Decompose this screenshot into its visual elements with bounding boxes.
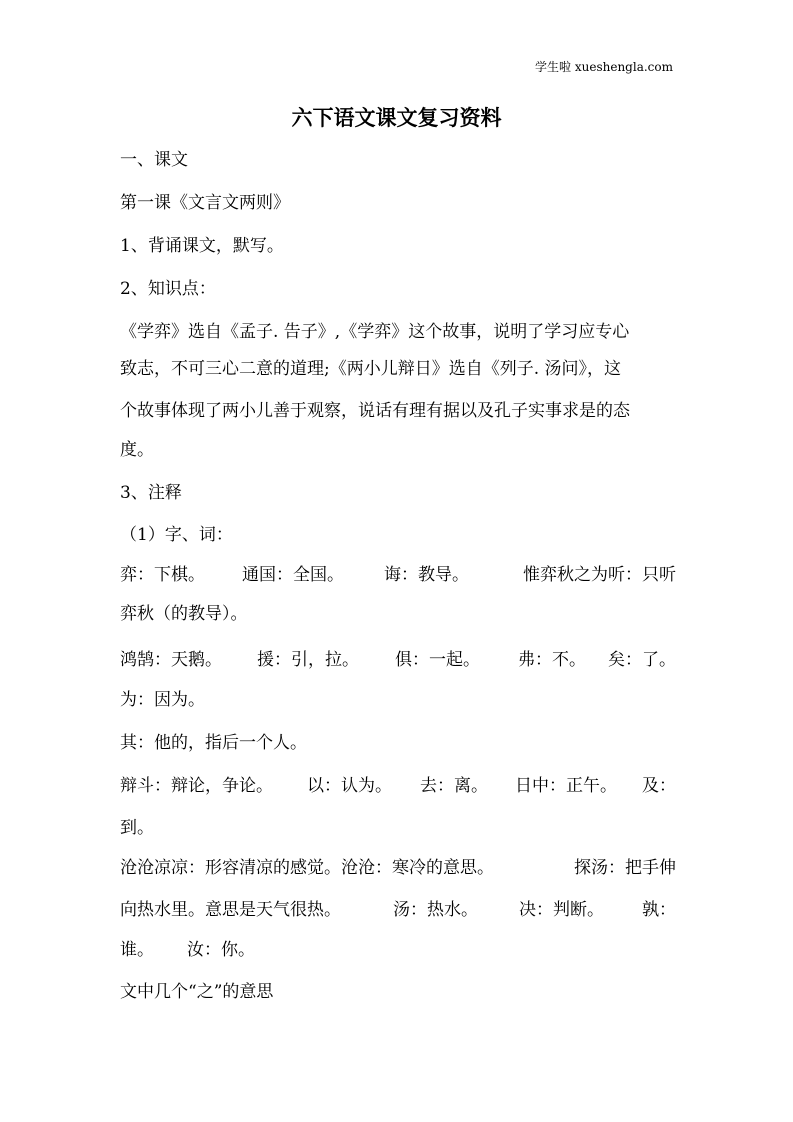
gloss-item: 去：离。 — [420, 776, 488, 796]
gloss-row-7 — [120, 937, 676, 963]
gloss-row-4 — [120, 773, 676, 799]
lesson-heading: 第一课《文言文两则》 — [120, 193, 290, 213]
gloss-row-3: 其：他的，指后一个人。 — [120, 733, 307, 753]
gloss-row-1 — [120, 562, 676, 588]
gloss-item: 汤：热水。 — [393, 900, 478, 920]
gloss-item: 弗：不。 — [518, 650, 586, 670]
section-heading: 一、课文 — [120, 150, 188, 170]
gloss-item: 探汤：把手伸 — [574, 858, 676, 878]
zhi-heading: 文中几个“之”的意思 — [120, 982, 274, 1002]
page-title: 六下语文课文复习资料 — [291, 106, 502, 130]
gloss-item: 惟弈秋之为听：只听 — [523, 565, 676, 585]
knowledge-line-4: 度。 — [120, 440, 154, 460]
gloss-item: 及： — [642, 776, 676, 796]
gloss-item: 辩斗：辩论，争论。 — [120, 776, 273, 796]
item-recite: 1、背诵课文，默写。 — [120, 236, 284, 256]
gloss-row-2-cont: 为：因为。 — [120, 690, 205, 710]
gloss-item: 诲：教导。 — [384, 565, 469, 585]
sub-heading-words: （1）字、词： — [120, 525, 233, 545]
gloss-item: 俱：一起。 — [395, 650, 480, 670]
gloss-item: 矣：了。 — [608, 650, 676, 670]
gloss-item: 日中：正午。 — [515, 776, 617, 796]
header-watermark: 学生啦 xueshengla.com — [535, 60, 673, 74]
gloss-item: 孰： — [642, 900, 676, 920]
gloss-item: 通国：全国。 — [242, 565, 344, 585]
knowledge-line-1: 《学弈》选自《孟子. 告子》,《学弈》这个故事，说明了学习应专心 — [120, 322, 630, 342]
knowledge-line-3: 个故事体现了两小儿善于观察，说话有理有据以及孔子实事求是的态 — [120, 401, 630, 421]
gloss-item: 向热水里。意思是天气很热。 — [120, 900, 341, 920]
gloss-row-1-cont: 弈秋（的教导）。 — [120, 604, 248, 624]
item-notes: 3、注释 — [120, 483, 182, 503]
gloss-row-6 — [120, 897, 676, 923]
gloss-row-5 — [120, 855, 676, 881]
knowledge-line-2: 致志，不可三心二意的道理;《两小儿辩日》选自《列子. 汤问》，这 — [120, 359, 622, 379]
gloss-item: 沧沧凉凉：形容清凉的感觉。沧沧：寒冷的意思。 — [120, 858, 494, 878]
gloss-item: 以：认为。 — [307, 776, 392, 796]
gloss-item: 谁。 — [120, 940, 154, 960]
item-knowledge: 2、知识点： — [120, 279, 216, 299]
gloss-item: 弈：下棋。 — [120, 565, 205, 585]
gloss-item: 汝：你。 — [187, 940, 255, 960]
gloss-row-2 — [120, 647, 676, 673]
gloss-item: 鸿鹄：天鹅。 — [120, 650, 222, 670]
gloss-item: 援：引，拉。 — [257, 650, 359, 670]
gloss-item: 决：判断。 — [519, 900, 604, 920]
gloss-row-4-cont: 到。 — [120, 818, 154, 838]
